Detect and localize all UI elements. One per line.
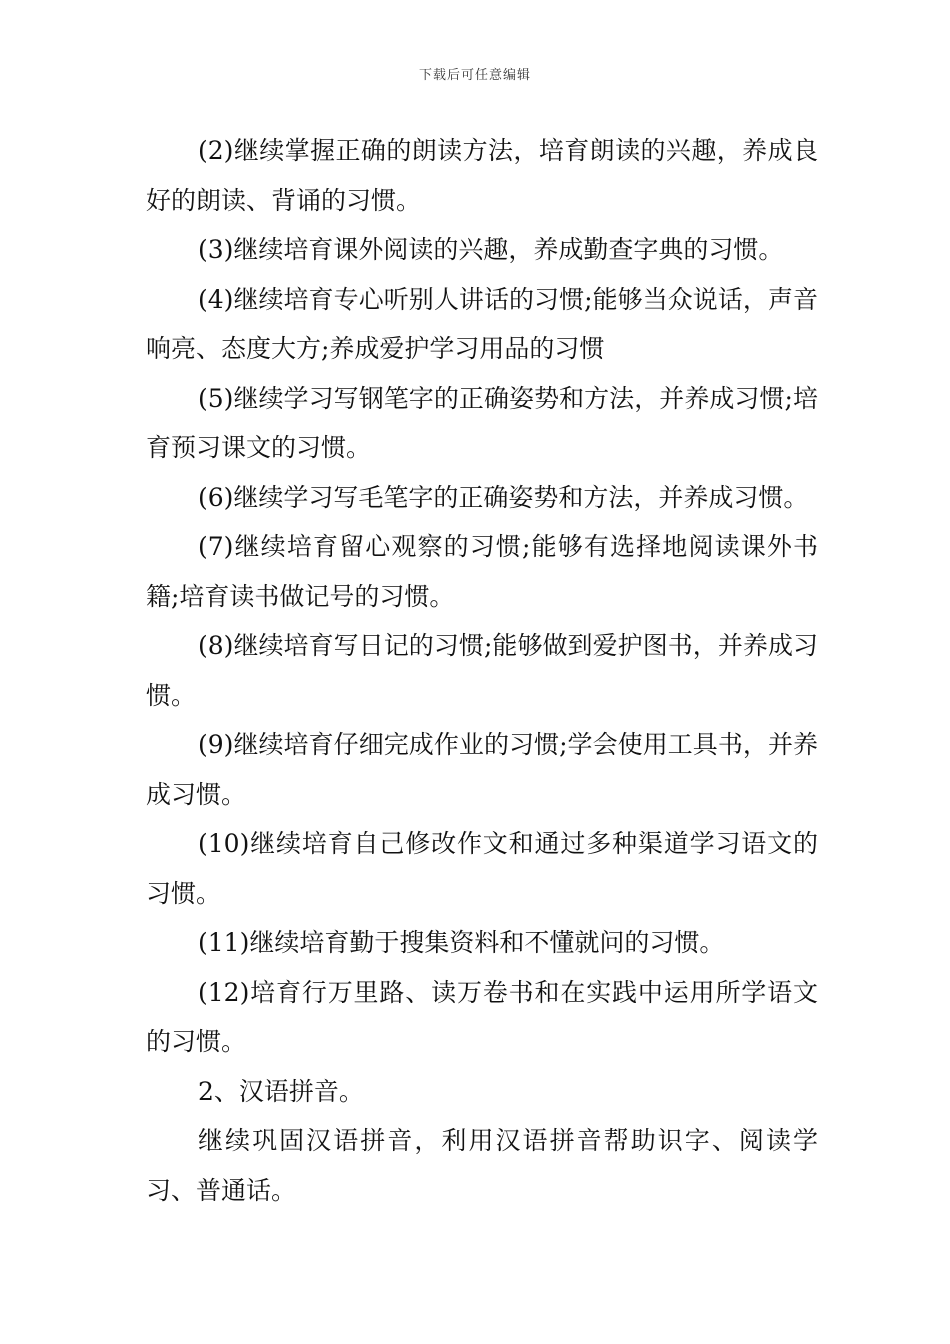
paragraph-item-10: (10)继续培育自己修改作文和通过多种渠道学习语文的习惯。 bbox=[146, 829, 818, 908]
paragraph-pinyin-body: 继续巩固汉语拼音，利用汉语拼音帮助识字、阅读学习、普通话。 bbox=[146, 1126, 818, 1205]
paragraph-item-11: (11)继续培育勤于搜集资料和不懂就问的习惯。 bbox=[198, 928, 725, 957]
paragraph-item-6: (6)继续学习写毛笔字的正确姿势和方法，并养成习惯。 bbox=[198, 482, 809, 512]
paragraph-item-8: (8)继续培育写日记的习惯;能够做到爱护图书，并养成习惯。 bbox=[146, 631, 818, 710]
paragraph-item-12: (12)培育行万里路、读万卷书和在实践中运用所学语文的习惯。 bbox=[146, 977, 818, 1056]
paragraph-item-9: (9)继续培育仔细完成作业的习惯;学会使用工具书，并养成习惯。 bbox=[146, 730, 818, 809]
document-body bbox=[146, 126, 818, 1215]
paragraph-item-2: (2)继续掌握正确的朗读方法，培育朗读的兴趣，养成良好的朗读、背诵的习惯。 bbox=[146, 136, 818, 215]
paragraph-item-5: (5)继续学习写钢笔字的正确姿势和方法，并养成习惯;培育预习课文的习惯。 bbox=[146, 383, 818, 462]
page-header: 下载后可任意编辑 bbox=[418, 68, 531, 83]
paragraph-item-4: (4)继续培育专心听别人讲话的习惯;能够当众说话，声音响亮、态度大方;养成爱护学习用品的习惯 bbox=[146, 284, 818, 363]
paragraph-item-7: (7)继续培育留心观察的习惯;能够有选择地阅读课外书籍;培育读书做记号的习惯。 bbox=[146, 532, 818, 611]
section-heading-pinyin: 2、汉语拼音。 bbox=[198, 1076, 364, 1106]
paragraph-item-3: (3)继续培育课外阅读的兴趣，养成勤查字典的习惯。 bbox=[198, 235, 784, 264]
